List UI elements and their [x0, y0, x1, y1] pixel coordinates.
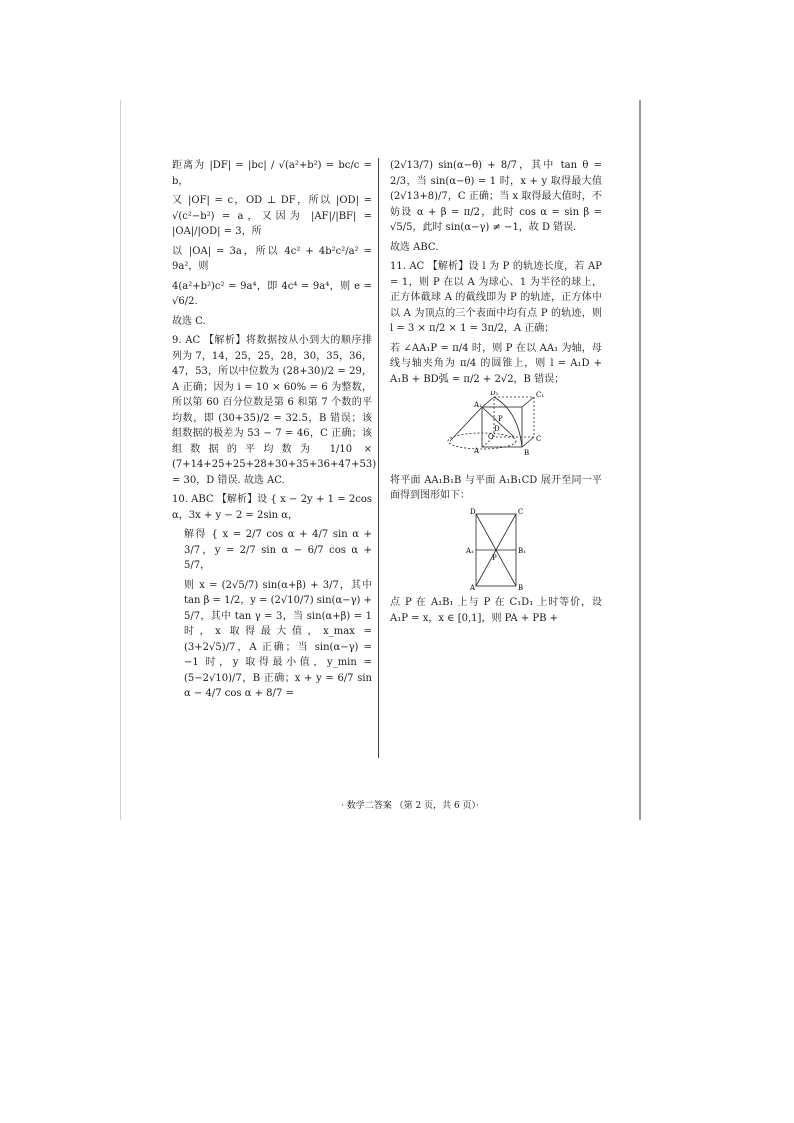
text-paragraph: 若 ∠AA₁P = π/4 时，则 P 在以 AA₁ 为轴，母线与轴夹角为 π/4 的圆锥上，则 l = A₁D + A₁B + BD弧 = π/2 + 2√2，B 错误； — [390, 342, 602, 385]
text-paragraph: 距离为 |DF| = |bc| / √(a²+b²) = bc/c = b， — [172, 160, 372, 187]
vertex-label: D — [470, 507, 476, 516]
page-footer: · 数学二答案 （第 2 页，共 6 页）· — [341, 801, 479, 811]
vertex-label: B₁ — [518, 546, 526, 555]
question-11-solution: 11. AC 【解析】设 l 为 P 的轨迹长度，若 AP = 1，则 P 在以 A 为球心、1 为半径的球上，正方体截球 A 的截线即为 P 的轨迹，正方体中以 A 为顶点的三个表面中均有点 P 的轨迹，则 l = 3 × π/2 × 1 = 3π/2，A 正确； — [390, 261, 602, 334]
text-paragraph: 故选 C. — [172, 315, 206, 327]
text-paragraph: 将平面 AA₁B₁B 与平面 A₁B₁CD 展开至同一平面得到图形如下： — [390, 474, 602, 501]
vertex-label: A₁ — [474, 401, 482, 409]
vertex-label: B — [518, 583, 524, 590]
text-paragraph: 解得 { x = 2/7 cos α + 4/7 sin α + 3/7，y = 2/7 sin α − 6/7 cos α + 5/7， — [184, 529, 372, 571]
vertex-label: A — [470, 583, 476, 590]
page-edge-left — [120, 100, 121, 820]
text-paragraph: 故选 ABC. — [390, 241, 439, 253]
unfolded-plane-figure — [390, 508, 602, 590]
vertex-label: O — [488, 433, 494, 441]
vertex-label: D₁ — [490, 391, 499, 397]
cube-cone-figure — [390, 391, 602, 467]
vertex-label: C₁ — [536, 391, 545, 399]
vertex-label: P — [492, 553, 497, 562]
right-column — [390, 158, 602, 630]
text-paragraph: 则 x = (2√5/7) sin(α+β) + 3/7，其中 tan β = 1/2，y = (2√10/7) sin(α−γ) + 5/7，其中 tan γ = 3，当 sin(α+β) = 1 时，x 取得最大值，x_max = (3+2√5)/7，A 正确；当 sin(α−γ) = −1 时，y 取得最小值，y_min = (5−2√10)/7，B 正确；x + y = 6/7 sin α − 4/7 cos α + 8/7 = — [184, 579, 373, 699]
question-9-solution: 9. AC 【解析】将数据按从小到大的顺序排列为 7，14，25，25，28，30，35，36，47，53，所以中位数为 (28+30)/2 = 29，A 正确；因为 i = 10 × 60% = 6 为整数，所以第 60 百分位数是第 6 和第 7 个数的平均数，即 (30+35)/2 = 32.5，B 错误；该组数据的极差为 53 − 7 = 46，C 正确；该组数据的平均数为 1/10 × (7+14+25+25+28+30+35+36+47+53) = 30，D 错误. 故选 AC. — [172, 335, 377, 486]
left-column — [172, 158, 377, 706]
vertex-label: P — [498, 415, 503, 423]
vertex-label: A₁ — [466, 546, 474, 555]
question-10-solution: 10. ABC 【解析】设 { x − 2y + 1 = 2cos α，3x + y − 2 = 2sin α， — [172, 494, 372, 521]
text-paragraph: (2√13/7) sin(α−θ) + 8/7，其中 tan θ = 2/3，当 sin(α−θ) = 1 时，x + y 取得最大值 (2√13+8)/7，C 正确；当 x 取得最大值时，不妨设 α + β = π/2，此时 cos α = sin β = √5/5，此时 sin(α−γ) ≠ −1，故 D 错误. — [390, 160, 602, 233]
text-paragraph: 又 |OF| = c，OD ⊥ DF，所以 |OD| = √(c²−b²) = a，又因为 |AF|/|BF| = |OA|/|OD| = 3，所 — [172, 195, 372, 237]
vertex-label: B — [524, 449, 530, 457]
vertex-label: C — [518, 507, 524, 516]
vertex-label: C — [536, 435, 542, 443]
vertex-label: A — [474, 447, 480, 455]
page-edge-right — [639, 100, 641, 820]
vertex-label: D — [494, 425, 500, 433]
text-paragraph: 点 P 在 A₁B₁ 上与 P 在 C₁D₁ 上时等价，设 A₁P = x，x ∈ [0,1]，则 PA + PB + — [390, 597, 602, 624]
text-paragraph: 4(a²+b²)c² = 9a⁴，即 4c⁴ = 9a⁴，则 e = √6/2. — [172, 280, 372, 307]
text-paragraph: 以 |OA| = 3a，所以 4c² + 4b²c²/a² = 9a²，则 — [172, 245, 372, 272]
column-divider — [378, 158, 379, 758]
